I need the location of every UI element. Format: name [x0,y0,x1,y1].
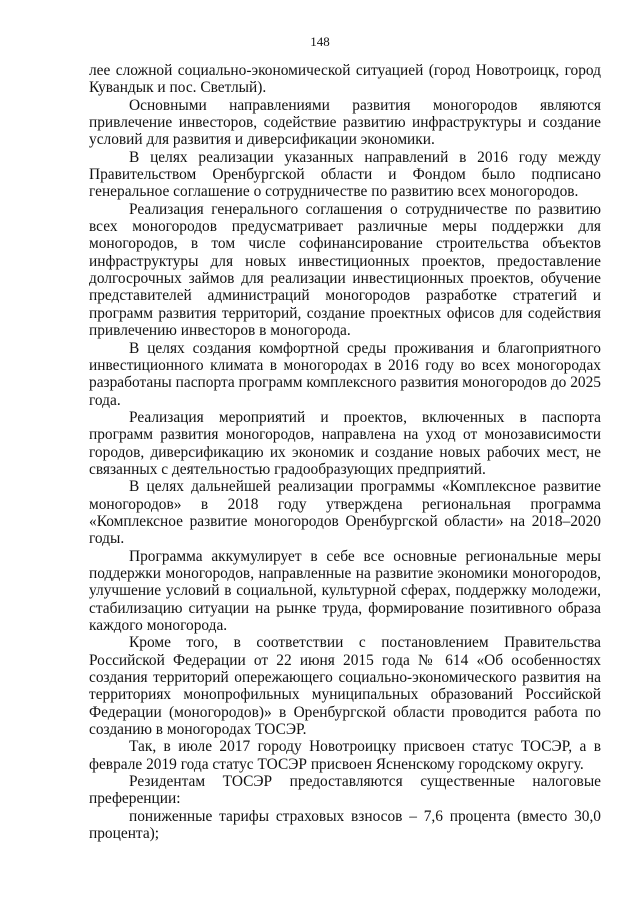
page-number: 148 [310,34,330,49]
paragraph: Кроме того, в соответствии с постановлением Правительства Российской Федерации от 22 июня 2015 года № 614 «Об особенностях создания территорий опережающего социально-экономического развития на территориях монопрофильных муниципальных образований Российской Федерации (моногородов)» в Оренбургской области проводится работа по созданию в моногородах ТОСЭР. [89,634,601,739]
paragraph: В целях дальнейшей реализации программы «Комплексное развитие моногородов» в 2018 году утверждена региональная программа «Комплексное развитие моногородов Оренбургской области» на 2018–2020 годы. [89,478,601,548]
paragraph: Реализация мероприятий и проектов, включенных в паспорта программ развития моногородов, направлена на уход от монозависимости городов, диверсификацию их экономик и создание новых рабочих мест, не связанных с деятельностью градообразующих предприятий. [89,408,601,478]
paragraph: В целях создания комфортной среды проживания и благоприятного инвестиционного климата в моногородах в 2016 году во всех моногородах разработаны паспорта программ комплексного развития моногородов до 2025 года. [89,339,601,409]
paragraph: лее сложной социально-экономической ситуацией (город Новотроицк, город Кувандык и пос. Светлый). [89,62,601,97]
paragraph: Программа аккумулирует в себе все основные региональные меры поддержки моногородов, направленные на развитие экономики моногородов, улучшение условий в социальной, культурной сферах, поддержку молодежи, стабилизацию ситуации на рынке труда, формирование позитивного образа каждого моногорода. [89,547,601,634]
paragraph: пониженные тарифы страховых взносов – 7,6 процента (вместо 30,0 процента); [89,807,601,843]
paragraph: Реализация генерального соглашения о сотрудничестве по развитию всех моногородов предусматривает различные меры поддержки для моногородов, в том числе софинансирование строительства объектов инфраструктуры для новых инвестиционных проектов, предоставление долгосрочных займов для реализации инвестиционных проектов, обучение представителей администраций моногородов разработке стратегий и программ развития территорий, создание проектных офисов для содействия привлечению инвесторов в моногорода. [89,200,601,340]
document-body [89,62,601,842]
paragraph: В целях реализации указанных направлений в 2016 году между Правительством Оренбургской области и Фондом было подписано генеральное соглашение о сотрудничестве по развитию всех моногородов. [89,148,601,201]
paragraph: Так, в июле 2017 городу Новотроицку присвоен статус ТОСЭР, а в феврале 2019 года статус ТОСЭР присвоен Ясненскому городскому округу. [89,738,601,773]
paragraph: Резидентам ТОСЭР предоставляются существенные налоговые преференции: [89,773,601,808]
paragraph: Основными направлениями развития моногородов являются привлечение инвесторов, содействие развитию инфраструктуры и создание условий для развития и диверсификации экономики. [89,96,601,149]
